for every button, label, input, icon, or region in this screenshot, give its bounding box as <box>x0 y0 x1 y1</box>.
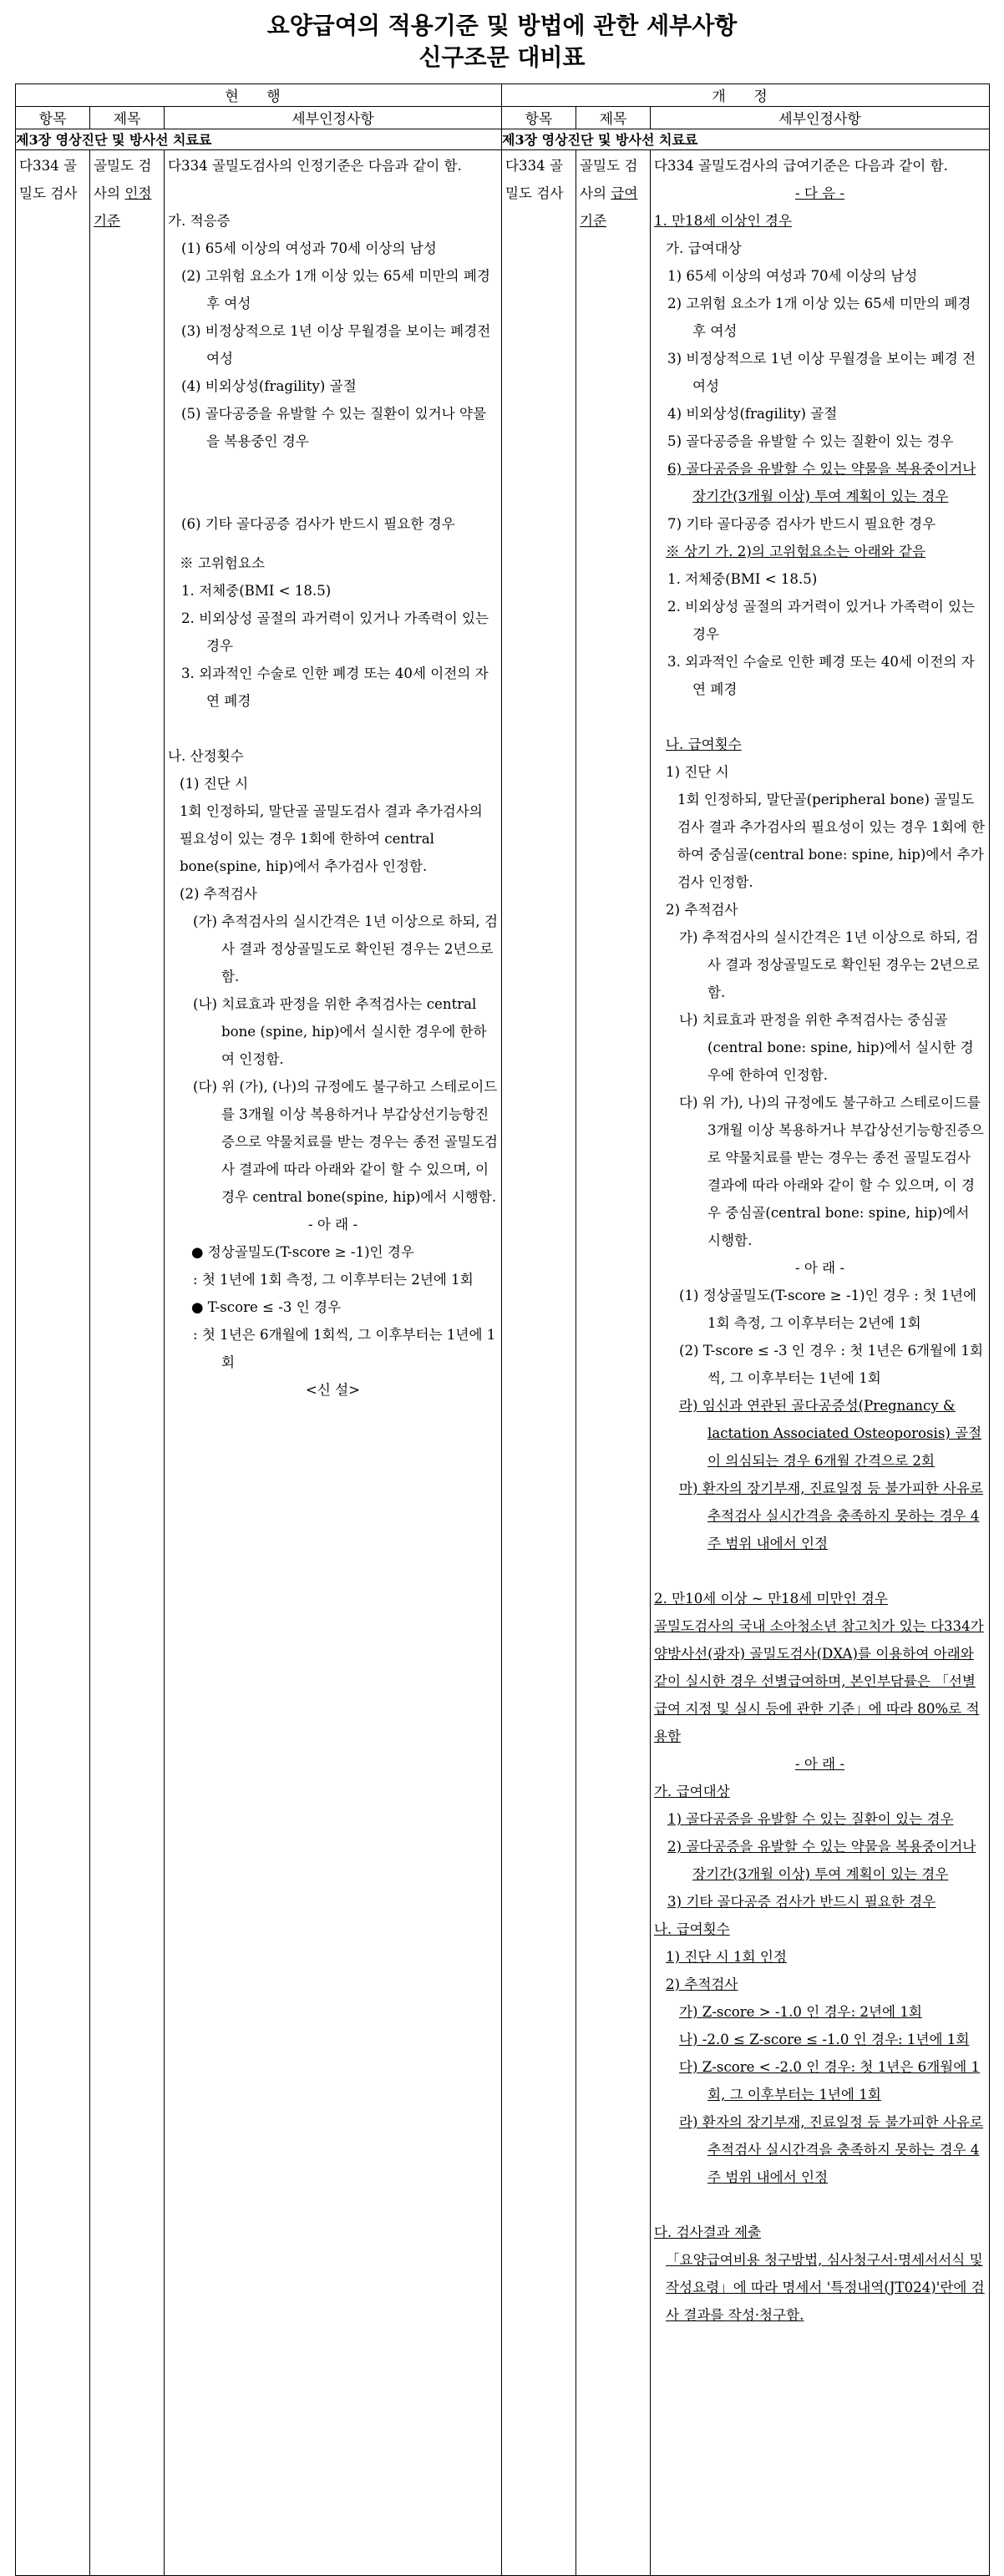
new-ga4: 4) 비외상성(fragility) 골절 <box>667 406 838 422</box>
new-s1: 1. 만18세 이상인 경우 <box>654 213 792 229</box>
old-risk2: 2. 비외상성 골절의 과거력이 있거나 가족력이 있는 경우 <box>181 610 489 654</box>
old-b2: ● T-score ≤ -3 인 경우 <box>191 1299 342 1315</box>
new-next: - 다 음 - <box>794 185 845 201</box>
col-item-new: 항목 <box>502 107 576 129</box>
new-below2: - 아 래 - <box>794 1756 845 1772</box>
new-b1: (1) 정상골밀도(T-score ≥ -1)인 경우 : 첫 1년에 1회 측정, 그 이후부터는 2년에 1회 <box>679 1288 977 1331</box>
old-na2-da: (다) 위 (가), (나)의 규정에도 불구하고 스테로이드를 3개월 이상 복용하거나 부갑상선기능항진증으로 약물치료를 받는 경우는 종전 골밀도검사 결과에 따라 아래와 같이 할 수 있으며, 이 경우 central bone(spine, hip)에서 시행함. <box>193 1079 498 1205</box>
old-na1-text: 1회 인정하되, 말단골 골밀도검사 결과 추가검사의 필요성이 있는 경우 1회에 한하여 central bone(spine, hip)에서 추가검사 인정함. <box>180 803 483 874</box>
new-c-na: 나. 급여횟수 <box>654 1921 730 1937</box>
new-na1-text: 1회 인정하되, 말단골(peripheral bone) 골밀도검사 결과 추가검사의 필요성이 있는 경우 1회에 한하여 중심골(central bone: spine, hip)에서 추가검사 인정함. <box>677 792 986 890</box>
new-intro: 다334 골밀도검사의 급여기준은 다음과 같이 함. <box>654 158 948 174</box>
new-title: 골밀도 검사의 급여기준 <box>580 158 638 229</box>
document-title: 요양급여의 적용기준 및 방법에 관한 세부사항 <box>266 12 738 39</box>
new-risk-title: ※ 상기 가. 2)의 고위험요소는 아래와 같음 <box>666 544 926 559</box>
new-s2-text: 골밀도검사의 국내 소아청소년 참고치가 있는 다334가 양방사선(광자) 골밀도검사(DXA)를 이용하여 아래와 같이 실시한 경우 선별급여하며, 본인부담률은 「선별급여 지정 및 실시 등에 관한 기준」에 따라 80%로 적용함 <box>654 1618 984 1744</box>
old-ga3: (3) 비정상적으로 1년 이상 무월경을 보이는 폐경전 여성 <box>181 323 491 367</box>
new-c-na2-ga: 가) Z-score > -1.0 인 경우: 2년에 1회 <box>679 2004 922 2020</box>
new-ga2: 2) 고위험 요소가 1개 이상 있는 65세 미만의 폐경 후 여성 <box>667 296 971 339</box>
new-c-da-text: 「요양급여비용 청구방법, 심사청구서·명세서서식 및 작성요령」에 따라 명세서 '특정내역(JT024)'란에 검사 결과를 작성·청구함. <box>666 2252 985 2323</box>
section-title-old: 제3장 영상진단 및 방사선 치료료 <box>16 129 502 150</box>
new-ga3: 3) 비정상적으로 1년 이상 무월경을 보이는 폐경 전 여성 <box>667 351 976 394</box>
new-b2: (2) T-score ≤ -3 인 경우 : 첫 1년은 6개월에 1회씩, 그 이후부터는 1년에 1회 <box>679 1343 983 1386</box>
col-title-new: 제목 <box>576 107 651 129</box>
document-subtitle: 신구조문 대비표 <box>418 43 586 71</box>
new-na2-na: 나) 치료효과 판정을 위한 추적검사는 중심골(central bone: spine, hip)에서 실시한 경우에 한하여 인정함. <box>679 1012 974 1083</box>
new-risk2: 2. 비외상성 골절의 과거력이 있거나 가족력이 있는 경우 <box>667 599 976 642</box>
new-item: 다334 골밀도 검사 <box>505 158 564 201</box>
new-na1: 1) 진단 시 <box>666 764 729 780</box>
new-s2: 2. 만10세 이상 ~ 만18세 미만인 경우 <box>654 1591 888 1607</box>
old-ga6: (6) 기타 골다공증 검사가 반드시 필요한 경우 <box>181 516 455 532</box>
new-ga1: 1) 65세 이상의 여성과 70세 이상의 남성 <box>667 268 918 284</box>
new-ga: 가. 급여대상 <box>666 240 742 256</box>
old-risk3: 3. 외과적인 수술로 인한 폐경 또는 40세 이전의 자연 폐경 <box>181 666 489 709</box>
new-ga7: 7) 기타 골다공증 검사가 반드시 필요한 경우 <box>667 516 936 532</box>
new-na2-ga: 가) 추적검사의 실시간격은 1년 이상으로 하되, 검사 결과 정상골밀도로 확인된 경우는 2년으로 함. <box>679 929 980 1000</box>
new-na2-da: 다) 위 가), 나)의 규정에도 불구하고 스테로이드를 3개월 이상 복용하거나 부갑상선기능항진증으로 약물치료를 받는 경우는 종전 골밀도검사 결과에 따라 아래와 같이 할 수 있으며, 이 경우 중심골(central bone: spine, hip)에서 시행함. <box>679 1095 984 1248</box>
new-risk1: 1. 저체중(BMI < 18.5) <box>667 571 818 587</box>
new-c-ga: 가. 급여대상 <box>654 1784 730 1799</box>
new-na2-ra: 라) 임신과 연관된 골다공증성(Pregnancy & lactation Associated Osteoporosis) 골절이 의심되는 경우 6개월 간격으로 2회 <box>679 1398 982 1469</box>
new-c-da: 다. 검사결과 제출 <box>654 2224 762 2240</box>
old-new-mark: <신 설> <box>305 1382 361 1398</box>
new-risk3: 3. 외과적인 수술로 인한 폐경 또는 40세 이전의 자연 폐경 <box>667 654 975 697</box>
old-b1: ● 정상골밀도(T-score ≥ -1)인 경우 <box>191 1244 414 1260</box>
new-na: 나. 급여횟수 <box>666 736 742 752</box>
old-na1: (1) 진단 시 <box>180 776 249 792</box>
old-title: 골밀도 검사의 인정기준 <box>94 158 152 229</box>
old-na: 나. 산정횟수 <box>168 748 244 764</box>
old-na2-na: (나) 치료효과 판정을 위한 추적검사는 central bone (spine, hip)에서 실시한 경우에 한하여 인정함. <box>193 996 487 1067</box>
header-current: 현 행 <box>16 84 502 107</box>
old-below: - 아 래 - <box>307 1217 358 1232</box>
new-c-ga3: 3) 기타 골다공증 검사가 반드시 필요한 경우 <box>667 1894 936 1910</box>
col-detail-new: 세부인정사항 <box>651 107 990 129</box>
comparison-table <box>15 84 990 2576</box>
old-b2-text: : 첫 1년은 6개월에 1회씩, 그 이후부터는 1년에 1회 <box>193 1327 496 1370</box>
old-ga: 가. 적응증 <box>168 213 231 229</box>
col-detail-old: 세부인정사항 <box>165 107 502 129</box>
new-c-na2-ra: 라) 환자의 장기부재, 진료일정 등 불가피한 사유로 추적검사 실시간격을 충족하지 못하는 경우 4주 범위 내에서 인정 <box>679 2114 984 2185</box>
header-revised: 개 정 <box>502 84 990 107</box>
new-na2-ma: 마) 환자의 장기부재, 진료일정 등 불가피한 사유로 추적검사 실시간격을 충족하지 못하는 경우 4주 범위 내에서 인정 <box>679 1480 984 1551</box>
old-ga5: (5) 골다공증을 유발할 수 있는 질환이 있거나 약물을 복용중인 경우 <box>181 406 486 449</box>
old-b1-text: : 첫 1년에 1회 측정, 그 이후부터는 2년에 1회 <box>193 1272 474 1288</box>
new-c-ga2: 2) 골다공증을 유발할 수 있는 약물을 복용중이거나 장기간(3개월 이상) 투여 계획이 있는 경우 <box>667 1839 976 1882</box>
new-na2: 2) 추적검사 <box>666 902 738 918</box>
new-detail <box>651 150 989 2331</box>
col-title-old: 제목 <box>90 107 165 129</box>
old-item: 다334 골밀도 검사 <box>19 158 78 201</box>
old-na2: (2) 추적검사 <box>180 886 257 902</box>
section-title-new: 제3장 영상진단 및 방사선 치료료 <box>502 129 990 150</box>
new-c-na2-na: 나) -2.0 ≤ Z-score ≤ -1.0 인 경우: 1년에 1회 <box>679 2032 970 2047</box>
old-ga2: (2) 고위험 요소가 1개 이상 있는 65세 미만의 폐경후 여성 <box>181 268 490 311</box>
new-ga5: 5) 골다공증을 유발할 수 있는 질환이 있는 경우 <box>667 433 954 449</box>
new-c-na1: 1) 진단 시 1회 인정 <box>666 1949 787 1965</box>
new-c-na2: 2) 추적검사 <box>666 1976 738 1992</box>
old-intro: 다334 골밀도검사의 인정기준은 다음과 같이 함. <box>168 158 462 174</box>
old-detail <box>165 150 501 1405</box>
new-ga6: 6) 골다공증을 유발할 수 있는 약물을 복용중이거나 장기간(3개월 이상) 투여 계획이 있는 경우 <box>667 461 976 504</box>
old-risk1: 1. 저체중(BMI < 18.5) <box>181 583 332 599</box>
old-ga1: (1) 65세 이상의 여성과 70세 이상의 남성 <box>181 240 437 256</box>
old-risk-title: ※ 고위험요소 <box>180 555 266 571</box>
new-below: - 아 래 - <box>794 1260 845 1276</box>
new-c-ga1: 1) 골다공증을 유발할 수 있는 질환이 있는 경우 <box>667 1811 954 1827</box>
old-na2-ga: (가) 추적검사의 실시간격은 1년 이상으로 하되, 검사 결과 정상골밀도로 확인된 경우는 2년으로 함. <box>193 913 498 984</box>
new-c-na2-da: 다) Z-score < -2.0 인 경우: 첫 1년은 6개월에 1회, 그 이후부터는 1년에 1회 <box>679 2059 981 2103</box>
col-item-old: 항목 <box>16 107 90 129</box>
old-ga4: (4) 비외상성(fragility) 골절 <box>181 378 357 394</box>
